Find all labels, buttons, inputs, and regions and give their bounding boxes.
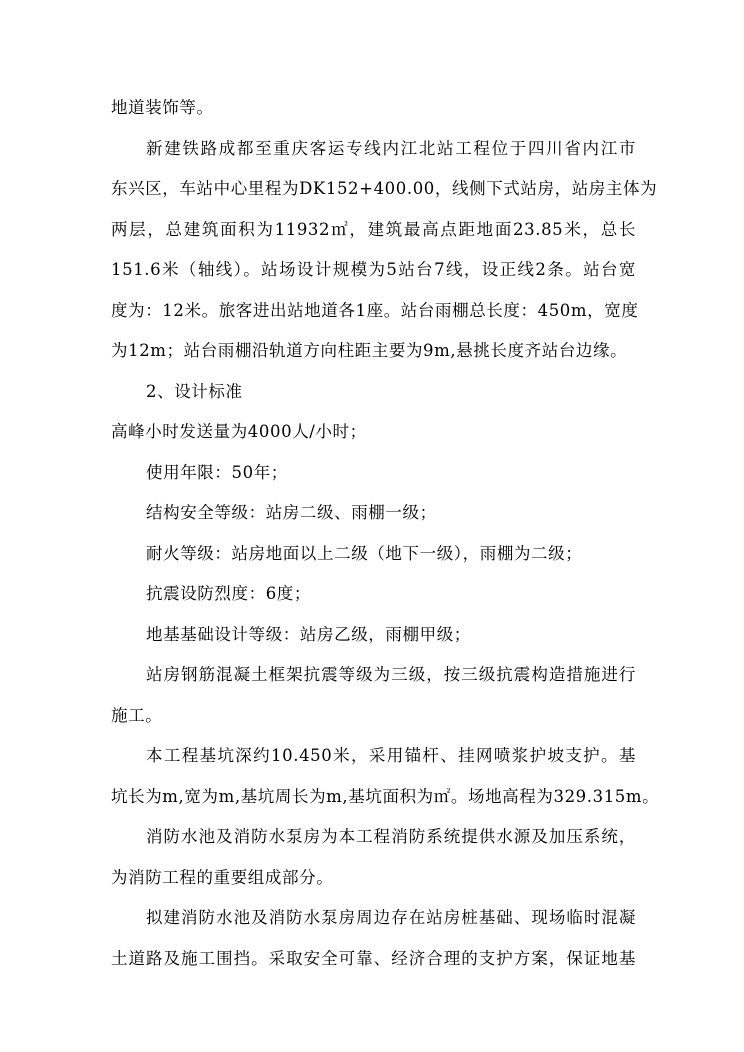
- text-line: 本工程基坑深约10.450米，采用锚杆、挂网喷浆护坡支护。基: [146, 746, 636, 765]
- text-line: 地基基础设计等级：站房乙级，雨棚甲级；: [146, 624, 471, 644]
- paragraph-seismic-intensity: [111, 574, 636, 615]
- text-line: 为12m；站台雨棚沿轨道方向柱距主要为9m,悬挑长度齐站台边缘。: [111, 341, 628, 360]
- document-body: [111, 88, 660, 979]
- paragraph-fire-pool: [111, 817, 636, 898]
- text-line: 度为：12米。旅客进出站地道各1座。站台雨棚总长度：450m，宽度: [111, 300, 639, 320]
- text-line: 站房钢筋混凝土框架抗震等级为三级，按三级抗震构造措施进行: [146, 665, 636, 684]
- text-line: 抗震设防烈度：6度；: [146, 584, 311, 603]
- text-line: 新建铁路成都至重庆客运专线内江北站工程位于四川省内江市: [146, 138, 636, 158]
- paragraph-support-plan: [111, 898, 636, 979]
- paragraph-structural-safety: [111, 493, 636, 534]
- text-line: 耐火等级：站房地面以上二级（地下一级），雨棚为二级；: [146, 543, 583, 563]
- paragraph-foundation-grade: [111, 615, 636, 656]
- paragraph-fire-rating: [111, 534, 636, 575]
- text-line: 两层，总建筑面积为11932㎡，建筑最高点距地面23.85米，总长: [111, 219, 636, 239]
- section-heading-design-standard: [111, 372, 636, 413]
- text-line: 施工。: [111, 705, 163, 725]
- text-line: 拟建消防水池及消防水泵房周边存在站房桩基础、现场临时混凝: [146, 908, 636, 927]
- text-line: 使用年限：50年；: [146, 462, 288, 482]
- paragraph-foundation-pit: [111, 736, 660, 817]
- text-line: 土道路及施工围挡。采取安全可靠、经济合理的支护方案，保证地基: [111, 948, 636, 968]
- text-line: 结构安全等级：站房二级、雨棚一级；: [146, 503, 437, 522]
- text-line: 151.6米（轴线）。站场设计规模为5站台7线，设正线2条。站台宽: [111, 260, 636, 279]
- text-line: 高峰小时发送量为4000人/小时；: [111, 422, 367, 441]
- text-line: 地道装饰等。: [111, 98, 214, 117]
- paragraph-peak-volume: [111, 412, 636, 453]
- paragraph-service-life: [111, 453, 636, 494]
- paragraph-seismic-grade: [111, 655, 636, 736]
- text-line: 为消防工程的重要组成部分。: [111, 867, 334, 887]
- text-line: 消防水池及消防水泵房为本工程消防系统提供水源及加压系统，: [146, 827, 636, 846]
- paragraph-decoration-continuation: [111, 88, 636, 129]
- text-line: 坑长为m,宽为m,基坑周长为m,基坑面积为㎡。场地高程为329.315m。: [111, 786, 660, 806]
- text-line: 2、设计标准: [146, 381, 243, 401]
- paragraph-project-overview: [111, 129, 658, 372]
- text-line: 东兴区，车站中心里程为DK152+400.00，线侧下式站房，站房主体为: [111, 179, 658, 198]
